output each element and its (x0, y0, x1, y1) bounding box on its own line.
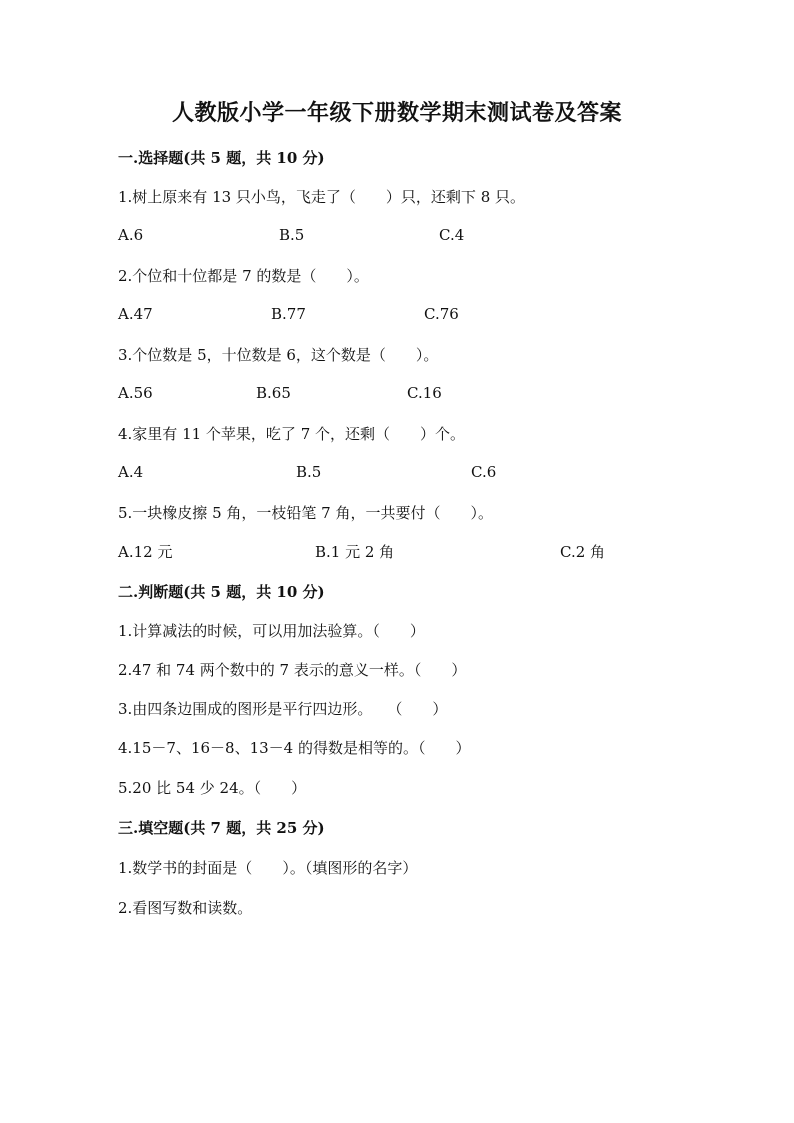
section-heading-choice: 一.选择题(共 5 题，共 10 分) (118, 149, 325, 167)
choice-q3-option-a: A.56 (118, 384, 153, 402)
choice-q4-option-a: A.4 (118, 463, 144, 481)
choice-q5-option-c: C.2 角 (560, 543, 606, 561)
judgment-question-2: 2.47 和 74 两个数中的 7 表示的意义一样。（ ） (118, 661, 467, 679)
judgment-question-4: 4.15－7、16－8、13－4 的得数是相等的。（ ） (118, 739, 471, 757)
choice-q2-option-c: C.76 (424, 305, 459, 323)
judgment-question-5: 5.20 比 54 少 24。（ ） (118, 779, 307, 797)
choice-q5-option-a: A.12 元 (118, 543, 173, 561)
choice-q4-option-b: B.5 (296, 463, 322, 481)
choice-q2-option-a: A.47 (118, 305, 153, 323)
choice-q1-option-a: A.6 (118, 226, 144, 244)
page-title: 人教版小学一年级下册数学期末测试卷及答案 (171, 100, 622, 126)
choice-question-1: 1.树上原来有 13 只小鸟，飞走了（ ）只，还剩下 8 只。 (118, 188, 526, 206)
section-heading-fill-blank: 三.填空题(共 7 题，共 25 分) (118, 819, 325, 837)
judgment-question-1: 1.计算减法的时候，可以用加法验算。（ ） (118, 622, 425, 640)
choice-question-4: 4.家里有 11 个苹果，吃了 7 个，还剩（ ）个。 (118, 425, 466, 443)
choice-q2-option-b: B.77 (271, 305, 306, 323)
fill-question-1: 1.数学书的封面是（ ）。（填图形的名字） (118, 859, 418, 877)
judgment-question-3: 3.由四条边围成的图形是平行四边形。 （ ） (118, 700, 448, 718)
choice-q1-option-c: C.4 (439, 226, 465, 244)
fill-question-2: 2.看图写数和读数。 (118, 899, 253, 917)
choice-q3-option-c: C.16 (407, 384, 442, 402)
choice-question-2: 2.个位和十位都是 7 的数是（ ）。 (118, 267, 369, 285)
choice-question-3: 3.个位数是 5，十位数是 6，这个数是（ ）。 (118, 346, 439, 364)
choice-question-5: 5.一块橡皮擦 5 角，一枝铅笔 7 角，一共要付（ ）。 (118, 504, 493, 522)
choice-q3-option-b: B.65 (256, 384, 291, 402)
choice-q4-option-c: C.6 (471, 463, 497, 481)
choice-q1-option-b: B.5 (279, 226, 305, 244)
choice-q5-option-b: B.1 元 2 角 (315, 543, 395, 561)
section-heading-judgment: 二.判断题(共 5 题，共 10 分) (118, 583, 325, 601)
